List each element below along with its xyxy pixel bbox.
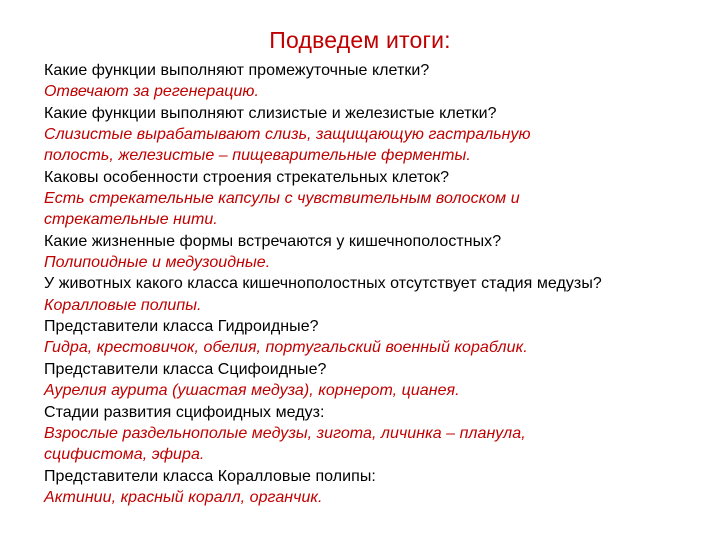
question-9: Представители класса Коралловые полипы: (44, 467, 376, 485)
answer-3-line-2: стрекательные нити. (44, 211, 218, 229)
answer-5-line-1: Коралловые полипы. (44, 296, 202, 314)
answer-8-line-1: Взрослые раздельнополые медузы, зигота, личинка – планула, (44, 424, 526, 442)
question-5: У животных какого класса кишечнополостных отсутствует стадия медузы? (44, 275, 602, 293)
question-2: Какие функции выполняют слизистые и железистые клетки? (44, 104, 497, 122)
answer-4-line-1: Полипоидные и медузоидные. (44, 254, 271, 272)
answer-2-line-2: полость, железистые – пищеварительные ферменты. (44, 147, 471, 165)
answer-6-line-1: Гидра, крестовичок, обелия, португальский военный кораблик. (44, 339, 528, 357)
answer-9-line-1: Актинии, красный коралл, органчик. (44, 488, 323, 506)
answer-7-line-1: Аурелия аурита (ушастая медуза), корнерот, цианея. (44, 382, 460, 400)
answer-3-line-1: Есть стрекательные капсулы с чувствительным волоском и (44, 190, 520, 208)
question-4: Какие жизненные формы встречаются у кишечнополостных? (44, 232, 502, 250)
answer-2-line-1: Слизистые вырабатывают слизь, защищающую гастральную (44, 126, 531, 144)
answer-1-line-1: Отвечают за регенерацию. (44, 83, 259, 101)
question-1: Какие функции выполняют промежуточные клетки? (44, 62, 430, 79)
slide-title: Подведем итоги: (269, 27, 451, 53)
question-3: Каковы особенности строения стрекательных клеток? (44, 168, 450, 186)
question-6: Представители класса Гидроидные? (44, 318, 319, 336)
question-7: Представители класса Сцифоидные? (44, 360, 327, 378)
question-8: Стадии развития сцифоидных медуз: (44, 403, 325, 421)
qa-list (44, 60, 694, 508)
answer-8-line-2: сцифистома, эфира. (44, 446, 205, 464)
